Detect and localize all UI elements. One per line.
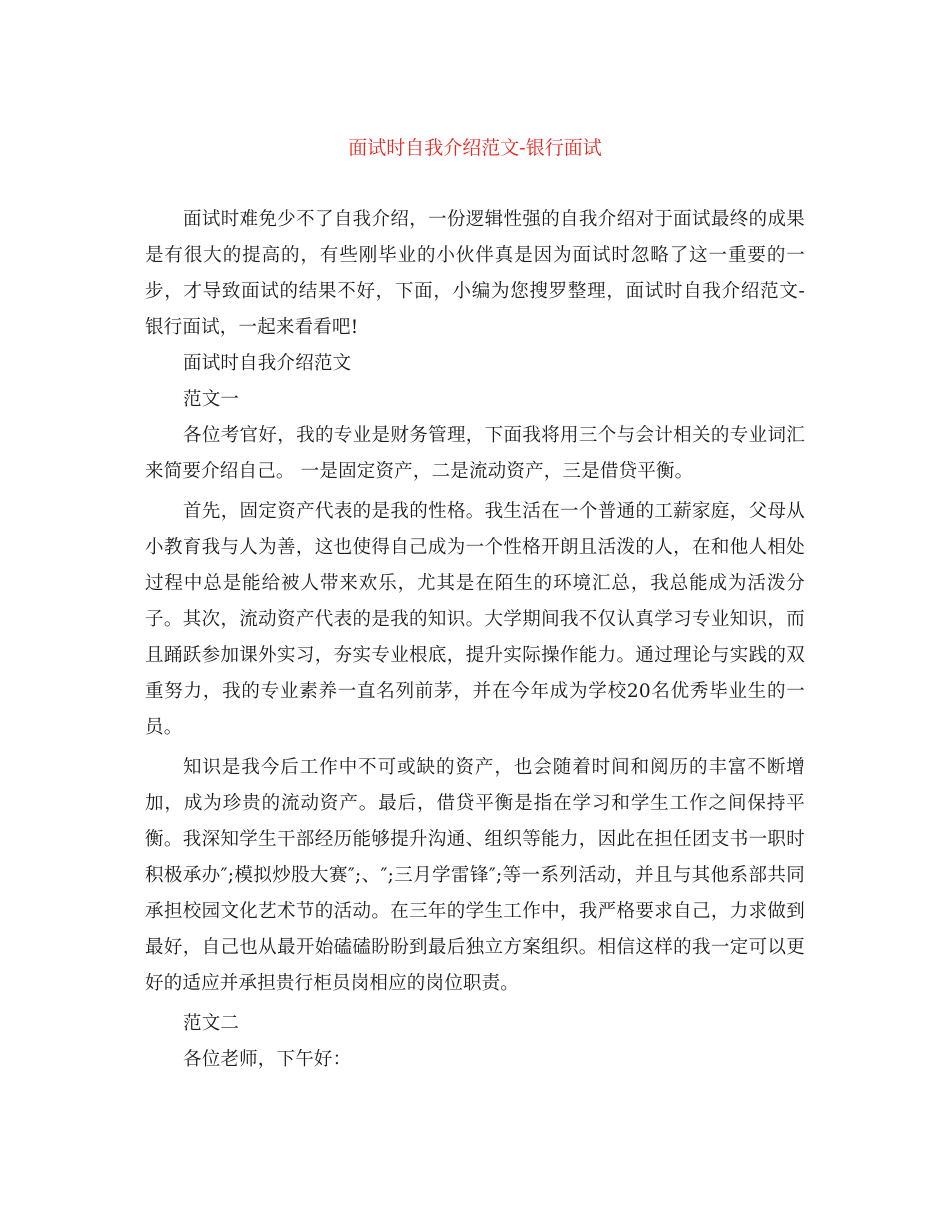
section-heading: 面试时自我介绍范文 [183, 353, 352, 374]
paragraph: 首先，固定资产代表的是我的性格。我生活在一个普通的工薪家庭，父母从小教育我与人为善，这也使得自己成为一个性格开朗且活泼的人，在和他人相处过程中总是能给被人带来欢乐，尤其是在陌生的环境汇总，我总能成为活泼分子。其次，流动资产代表的是我的知识。大学期间我不仅认真学习专业知识，而且踊跃参加课外实习，夯实专业根底，提升实际操作能力。通过理论与实践的双重努力，我的专业素养一直名列前茅，并在今年成为学校20名优秀毕业生的一员。 [145, 501, 805, 738]
sample-one-heading: 范文一 [183, 389, 240, 410]
intro-paragraph: 面试时难免少不了自我介绍，一份逻辑性强的自我介绍对于面试最终的成果是有很大的提高的，有些刚毕业的小伙伴真是因为面试时忽略了这一重要的一步，才导致面试的结果不好，下面，小编为您搜罗整理，面试时自我介绍范文-银行面试，一起来看看吧! [145, 209, 805, 338]
document-title: 面试时自我介绍范文-银行面试 [348, 137, 602, 159]
paragraph: 知识是我今后工作中不可或缺的资产，也会随着时间和阅历的丰富不断增加，成为珍贵的流动资产。最后，借贷平衡是指在学习和学生工作之间保持平衡。我深知学生干部经历能够提升沟通、组织等能力，因此在担任团支书一职时积极承办″;模拟炒股大赛″;、″;三月学雷锋″;等一系列活动，并且与其他系部共同承担校园文化艺术节的活动。在三年的学生工作中，我严格要求自己，力求做到最好，自己也从最开始磕磕盼盼到最后独立方案组织。相信这样的我一定可以更好的适应并承担贵行柜员岗相应的岗位职责。 [145, 757, 805, 994]
paragraph: 各位考官好，我的专业是财务管理，下面我将用三个与会计相关的专业词汇来简要介绍自己。 一是固定资产，二是流动资产，三是借贷平衡。 [145, 425, 805, 482]
paragraph: 各位老师，下午好： [183, 1049, 352, 1070]
document-body [145, 202, 805, 1078]
sample-two-heading: 范文二 [183, 1013, 240, 1034]
